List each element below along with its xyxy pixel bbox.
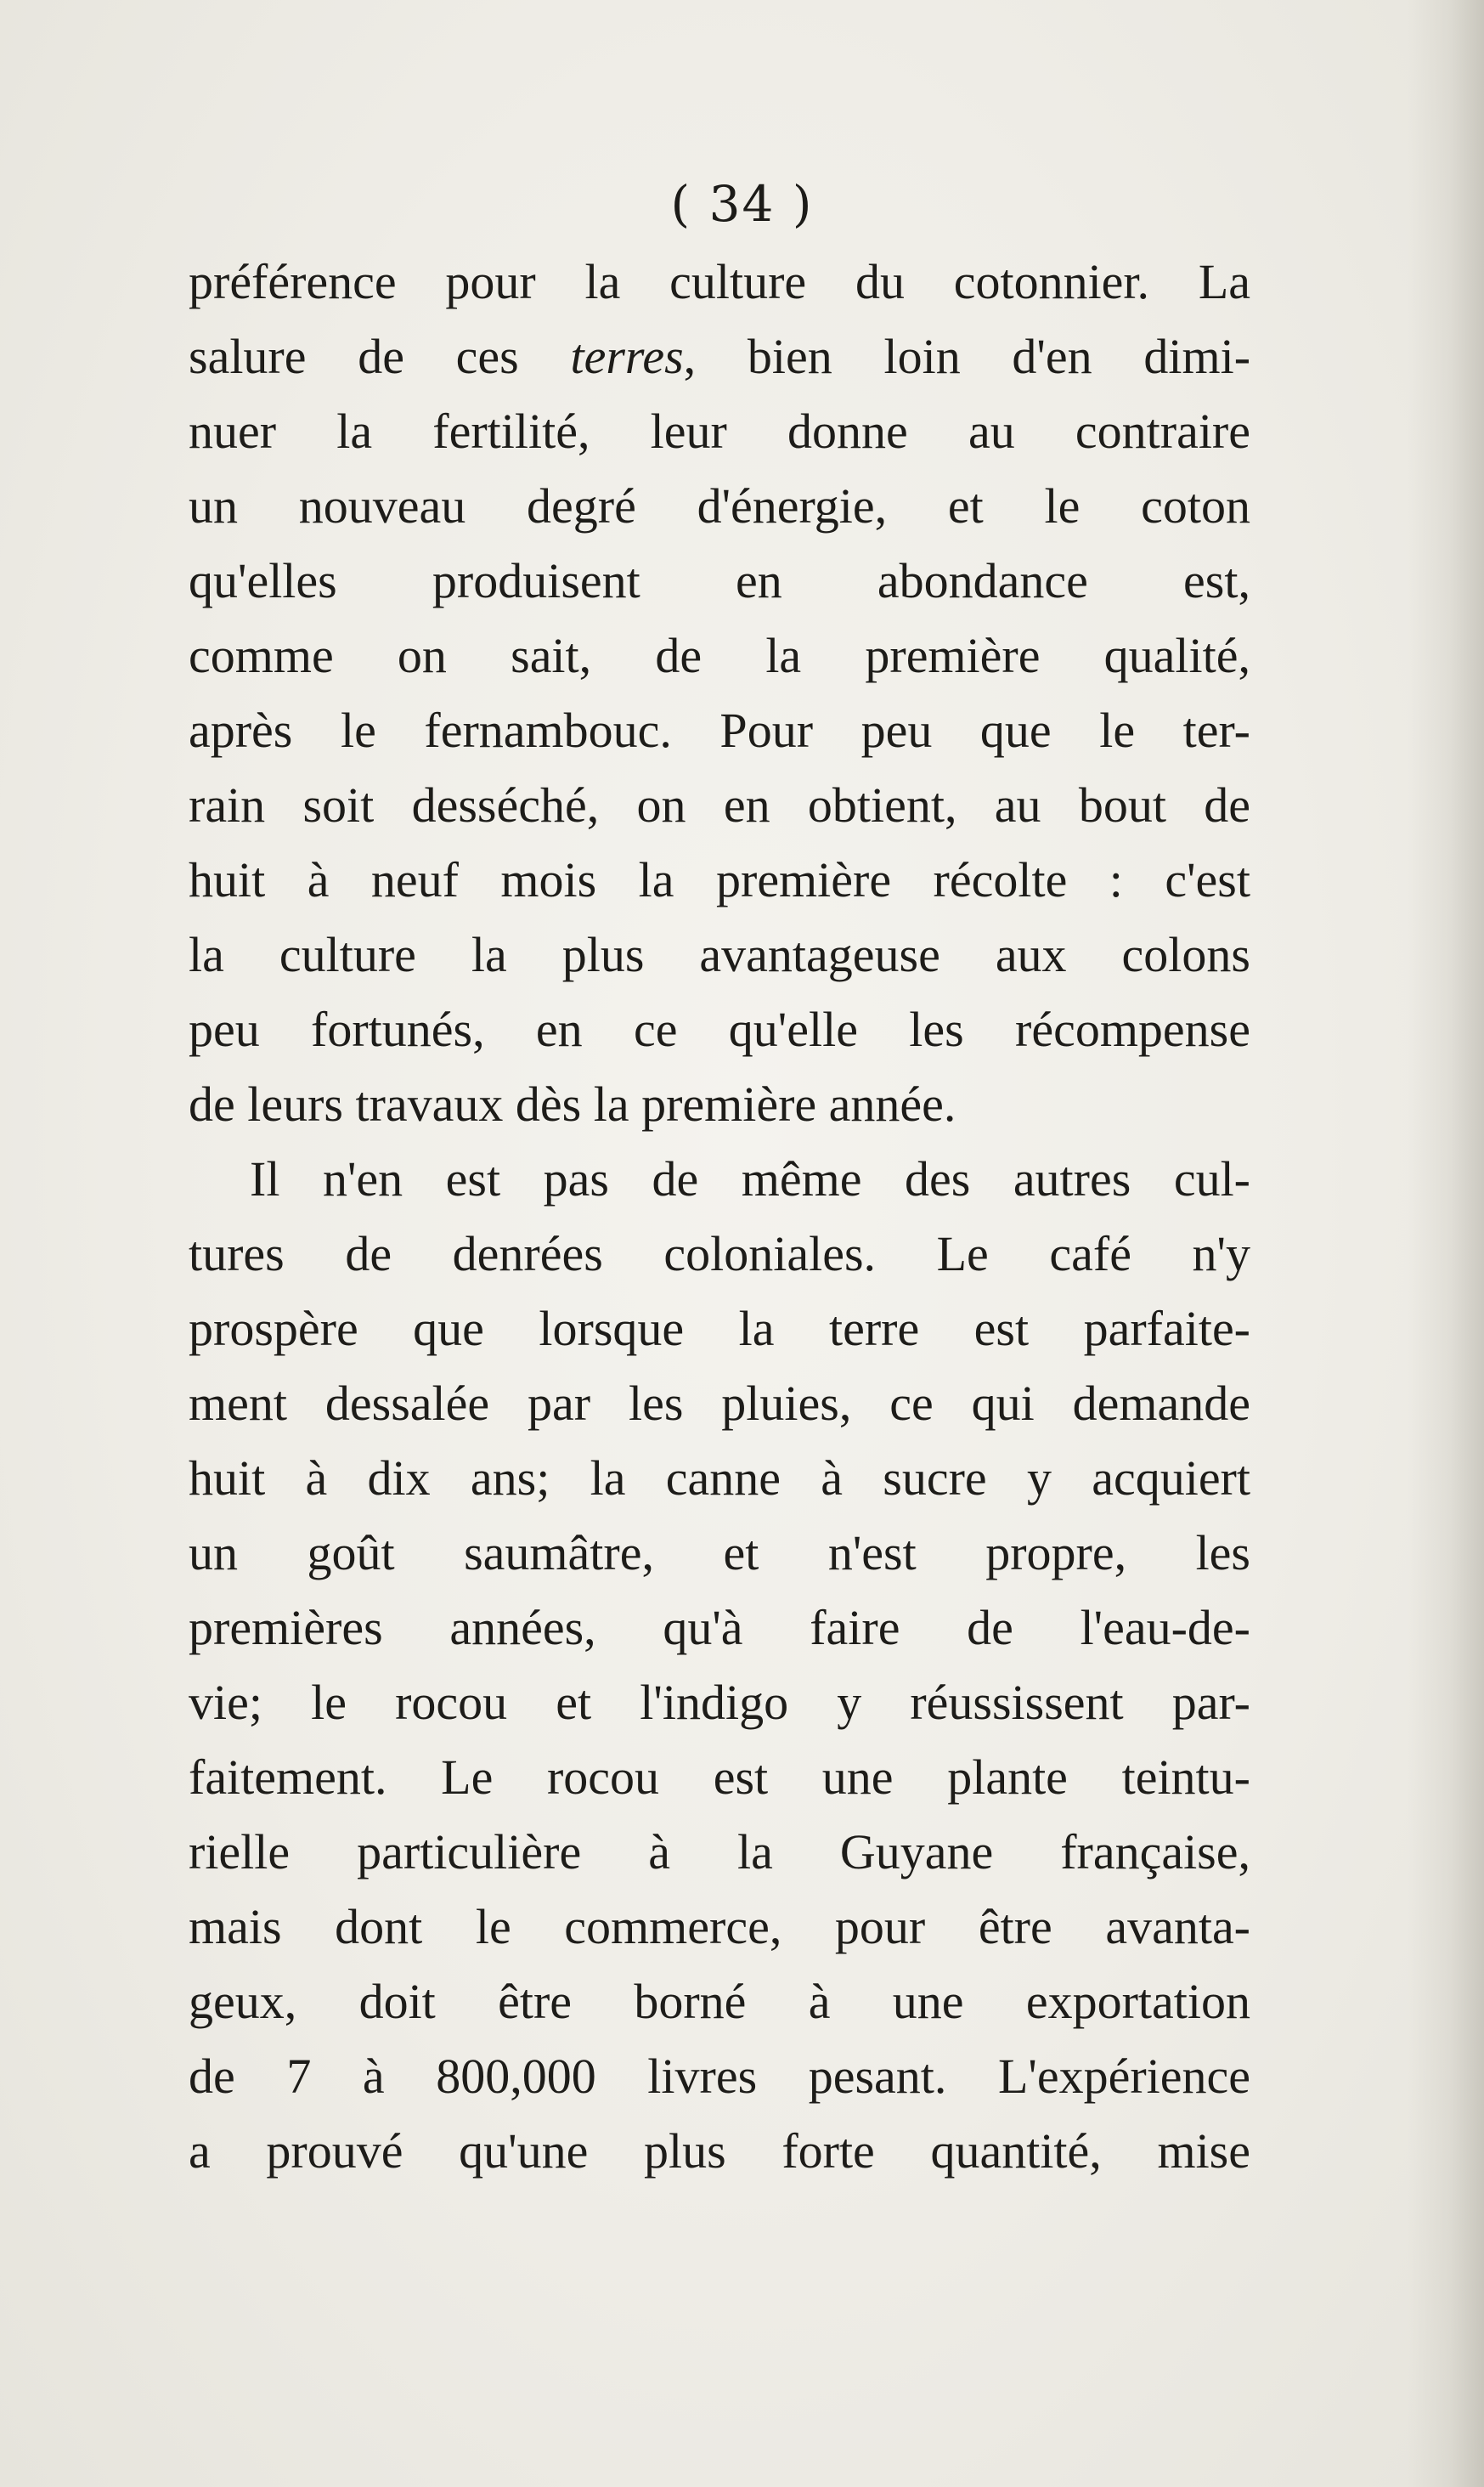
text-line: la culture la plus avantageuse aux colons xyxy=(189,927,1250,982)
body-text xyxy=(189,245,1250,2189)
italic-word: terres xyxy=(570,329,684,384)
text-line: tures de denrées coloniales. Le café n'y xyxy=(189,1226,1250,1281)
text-line: rain soit desséché, on en obtient, au bout de xyxy=(189,777,1250,833)
text-line: un nouveau degré d'énergie, et le coton xyxy=(189,478,1250,534)
text-segment: salure de ces xyxy=(189,329,571,384)
text-line: de 7 à 800,000 livres pesant. L'expérience xyxy=(189,2049,1250,2104)
paragraph-end-line: de leurs travaux dès la première année. xyxy=(189,1077,956,1132)
text-line: après le fernambouc. Pour peu que le ter- xyxy=(189,703,1250,758)
page-number: ( 34 ) xyxy=(670,175,814,233)
text-line: qu'elles produisent en abondance est, xyxy=(189,553,1250,608)
text-line: ment dessalée par les pluies, ce qui demande xyxy=(189,1376,1250,1431)
text-line xyxy=(189,319,1250,394)
page-edge-shadow xyxy=(1408,0,1484,2487)
text-line: prospère que lorsque la terre est parfaite- xyxy=(189,1301,1250,1356)
text-line: faitement. Le rocou est une plante teintu- xyxy=(189,1749,1250,1805)
paragraph-start-line: Il n'en est pas de même des autres cul- xyxy=(250,1151,1250,1207)
text-line: premières années, qu'à faire de l'eau-de- xyxy=(189,1600,1250,1655)
text-line: préférence pour la culture du cotonnier. La xyxy=(189,254,1250,309)
text-line: huit à neuf mois la première récolte : c'est xyxy=(189,852,1250,907)
text-line: vie; le rocou et l'indigo y réussissent par- xyxy=(189,1675,1250,1730)
text-line: un goût saumâtre, et n'est propre, les xyxy=(189,1525,1250,1580)
text-segment: , bien loin d'en dimi- xyxy=(683,329,1251,384)
text-line: nuer la fertilité, leur donne au contraire xyxy=(189,404,1250,459)
text-line: comme on sait, de la première qualité, xyxy=(189,628,1250,683)
text-line: rielle particulière à la Guyane française, xyxy=(189,1824,1250,1879)
text-line: huit à dix ans; la canne à sucre y acquiert xyxy=(189,1450,1250,1506)
text-line: peu fortunés, en ce qu'elle les récompense xyxy=(189,1002,1250,1057)
text-line: geux, doit être borné à une exportation xyxy=(189,1974,1250,2029)
text-line: mais dont le commerce, pour être avanta- xyxy=(189,1899,1250,1954)
text-line: a prouvé qu'une plus forte quantité, mise xyxy=(189,2123,1250,2179)
